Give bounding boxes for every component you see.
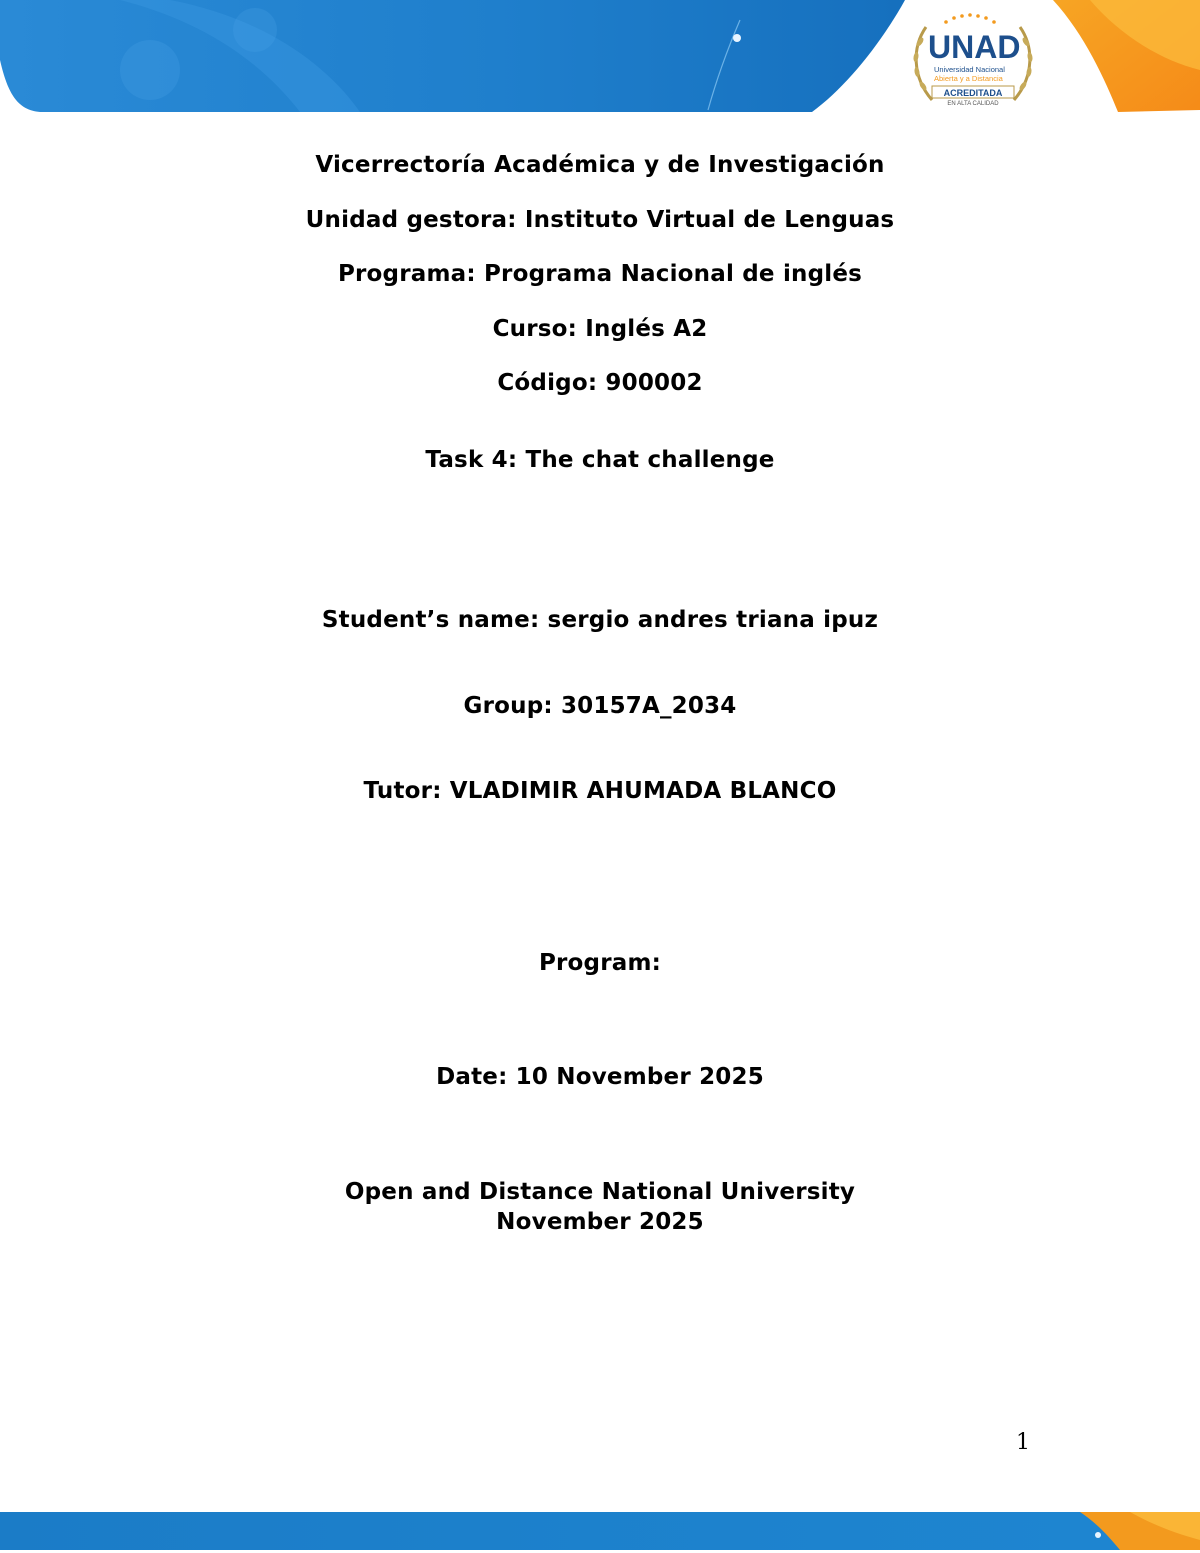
logo-line2: Abierta y a Distancia	[934, 74, 1003, 83]
page-number: 1	[1016, 1430, 1030, 1455]
codigo-line: Código: 900002	[497, 370, 703, 396]
task-title: Task 4: The chat challenge	[425, 447, 775, 473]
tutor-line: Tutor: VLADIMIR AHUMADA BLANCO	[363, 778, 837, 804]
month-year-line: November 2025	[496, 1209, 704, 1235]
logo-badge-sub: EN ALTA CALIDAD	[947, 101, 999, 107]
student-name-line: Student’s name: sergio andres triana ipuz	[321, 607, 879, 633]
logo-badge: ACREDITADA	[943, 88, 1003, 98]
curso-line: Curso: Inglés A2	[492, 316, 708, 342]
footer-banner-graphic	[0, 1510, 1200, 1553]
program-line: Program:	[538, 950, 662, 976]
vicerrectoria-line: Vicerrectoría Académica y de Investigación	[315, 152, 885, 178]
logo-line1: Universidad Nacional	[934, 65, 1005, 74]
date-line: Date: 10 November 2025	[436, 1064, 764, 1090]
university-line: Open and Distance National University	[344, 1179, 856, 1205]
unidad-gestora-line: Unidad gestora: Instituto Virtual de Lenguas	[305, 207, 895, 233]
group-line: Group: 30157A_2034	[463, 693, 737, 719]
programa-line: Programa: Programa Nacional de inglés	[337, 261, 863, 287]
unad-logo-graphic	[906, 12, 1040, 110]
unad-logo	[906, 12, 1040, 110]
logo-wordmark: UNAD	[928, 29, 1021, 65]
header-banner	[0, 0, 1200, 120]
footer-banner	[0, 1510, 1200, 1553]
